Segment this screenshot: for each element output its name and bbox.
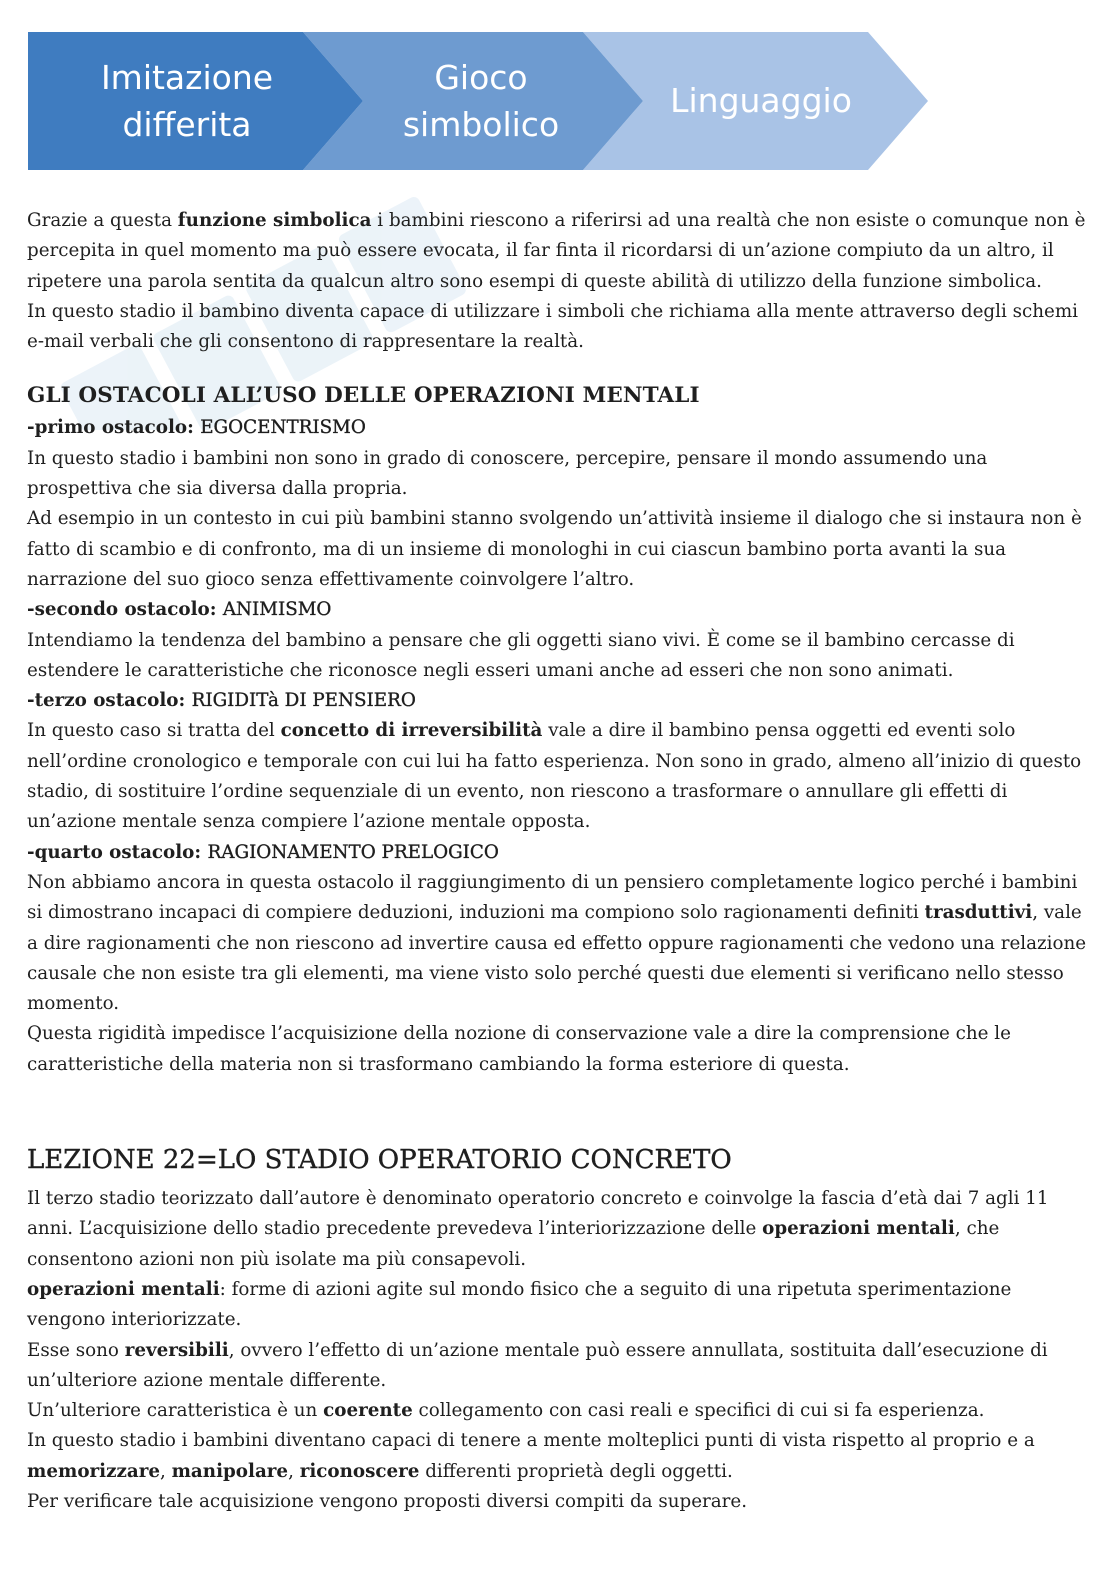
chevron-step-1 [28,32,363,170]
obstacle-4-heading: -quarto ostacolo: RAGIONAMENTO PRELOGICO [27,841,499,863]
chevron-step-1-line2: differita [122,105,252,144]
obstacle-3-heading: -terzo ostacolo: RIGIDITà DI PENSIERO [27,690,416,712]
chevron-step-2-line2: simbolico [402,105,560,144]
obstacle-2-paragraph: Intendiamo la tendenza del bambino a pensare che gli oggetti siano vivi. È come se il bambino cercasse di estendere le caratteristiche che riconosce negli esseri umani anche ad esseri che non sono animati. [27,629,1015,681]
lesson-paragraph-2: operazioni mentali: forme di azioni agite sul mondo fisico che a seguito di una ripetuta sperimentazione vengono interiorizzate. [27,1278,1012,1331]
obstacle-1-paragraph-2: Ad esempio in un contesto in cui più bambini stanno svolgendo un’attività insieme il dialogo che si instaura non è fatto di scambio e di confronto, ma di un insieme di monologhi in cui ciascun bambino porta avanti la sua narrazione del suo gioco senza effettivamente coinvolgere l’altro. [27,508,1082,590]
lesson-paragraph-6: Per verificare tale acquisizione vengono proposti diversi compiti da superare. [27,1490,748,1512]
lesson-paragraph-3: Esse sono reversibili, ovvero l’effetto di un’azione mentale può essere annullata, sostituita dall’esecuzione di un’ulteriore azione mentale differente. [27,1339,1048,1391]
section-heading-ostacoli: GLI OSTACOLI ALL’USO DELLE OPERAZIONI MENTALI [27,383,700,409]
obstacle-1-heading: -primo ostacolo: EGOCENTRISMO [27,417,366,439]
document-body [27,206,1087,1517]
obstacle-2-heading: -secondo ostacolo: ANIMISMO [27,599,332,621]
intro-paragraph-1: Grazie a questa funzione simbolica i bambini riescono a riferirsi ad una realtà che non esiste o comunque non è percepita in quel momento ma può essere evocata, il far finta il ricordarsi di un’azione compiuto da un altro, il ripetere una parola sentita da qualcun altro sono esempi di queste abilità di utilizzo della funzione simbolica. [27,210,1086,292]
chevron-step-3-label: Linguaggio [670,81,852,120]
process-flow-diagram [28,32,933,170]
lesson-paragraph-5: In questo stadio i bambini diventano capaci di tenere a mente molteplici punti di vista rispetto al proprio e a memorizzare, manipolare, riconoscere differenti proprietà degli oggetti. [27,1430,1035,1482]
chevron-step-2-line1: Gioco [434,58,528,97]
obstacle-4-paragraph-2: Questa rigidità impedisce l’acquisizione della nozione di conservazione vale a dire la comprensione che le caratteristiche della materia non si trasformano cambiando la forma esteriore di questa. [27,1023,1011,1075]
lesson-paragraph-4: Un’ulteriore caratteristica è un coerente collegamento con casi reali e specifici di cui si fa esperienza. [27,1400,985,1422]
lesson-title: LEZIONE 22=LO STADIO OPERATORIO CONCRETO [27,1145,732,1176]
obstacle-4-paragraph-1: Non abbiamo ancora in questa ostacolo il raggiungimento di un pensiero completamente logico perché i bambini si dimostrano incapaci di compiere deduzioni, induzioni ma compiono solo ragionamenti definiti trasduttivi, vale a dire ragionamenti che non riescono ad invertire causa ed effetto oppure ragionamenti che vedono una relazione causale che non esiste tra gli elementi, ma viene visto solo perché questi due elementi si verificano nello stesso momento. [27,871,1087,1015]
lesson-paragraph-1: Il terzo stadio teorizzato dall’autore è denominato operatorio concreto e coinvolge la fascia d’età dai 7 agli 11 anni. L’acquisizione dello stadio precedente prevedeva l’interiorizzazione delle operazioni mentali, che consentono azioni non più isolate ma più consapevoli. [27,1188,1049,1270]
obstacle-1-paragraph-1: In questo stadio i bambini non sono in grado di conoscere, percepire, pensare il mondo assumendo una prospettiva che sia diversa dalla propria. [27,447,988,500]
obstacle-3-paragraph: In questo caso si tratta del concetto di irreversibilità vale a dire il bambino pensa oggetti ed eventi solo nell’ordine cronologico e temporale con cui lui ha fatto esperienza. Non sono in grado, almeno all’inizio di questo stadio, di sostituire l’ordine sequenziale di un evento, non riescono a trasformare o annullare gli effetti di un’azione mentale senza compiere l’azione mentale opposta. [27,720,1082,833]
intro-paragraph-2: In questo stadio il bambino diventa capace di utilizzare i simboli che richiama alla mente attraverso degli schemi e-mail verbali che gli consentono di rappresentare la realtà. [27,300,1079,353]
chevron-step-1-line1: Imitazione [100,58,274,97]
